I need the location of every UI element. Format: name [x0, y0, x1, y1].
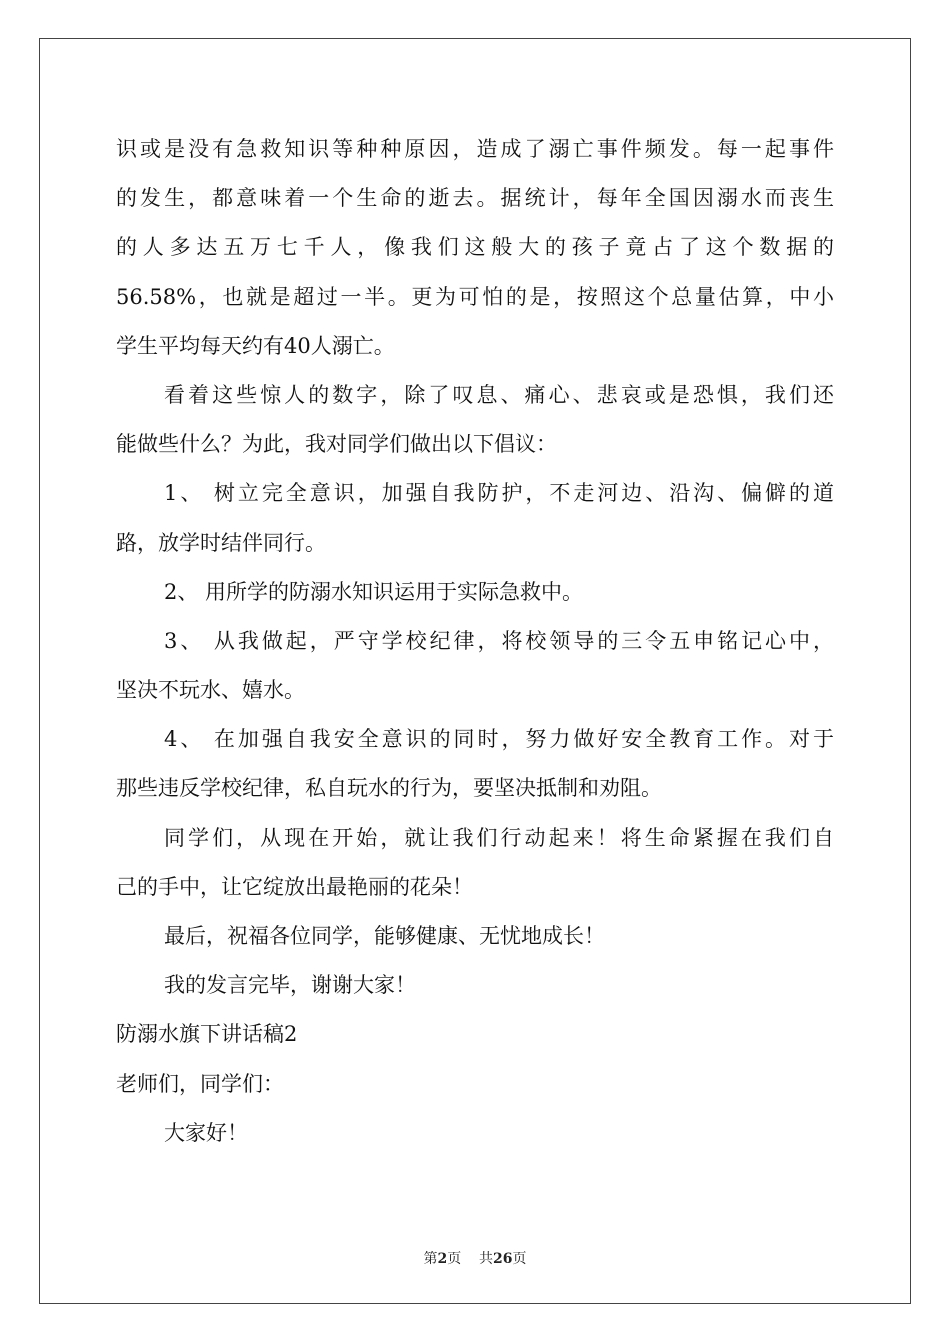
text-line: 1、 树立完全意识，加强自我防护，不走河边、沿沟、偏僻的道 [164, 481, 834, 506]
text-line: 大家好！ [164, 1120, 248, 1145]
text-line: 能做些什么？为此，我对同学们做出以下倡议： [116, 432, 557, 457]
text-line: 56.58%，也就是超过一半。更为可怕的是，按照这个总量估算，中小 [116, 284, 834, 309]
text-line: 识或是没有急救知识等种种原因，造成了溺亡事件频发。每一起事件 [116, 137, 834, 161]
footer-total-pages: 26 [493, 1251, 513, 1267]
footer-total-prefix: 共 [479, 1251, 494, 1267]
text-line: 坚决不玩水、嬉水。 [116, 678, 305, 703]
text-line: 防溺水旗下讲话稿2 [116, 1022, 298, 1047]
text-line: 同学们，从现在开始，就让我们行动起来！将生命紧握在我们自 [164, 825, 834, 850]
text-line: 2、 用所学的防溺水知识运用于实际急救中。 [164, 579, 584, 604]
text-line: 我的发言完毕，谢谢大家！ [164, 973, 416, 998]
text-line: 的人多达五万七千人，像我们这般大的孩子竟占了这个数据的 [116, 235, 834, 260]
text-line: 看着这些惊人的数字，除了叹息、痛心、悲哀或是恐惧，我们还 [164, 382, 834, 407]
page-footer [0, 1248, 950, 1268]
footer-page-prefix: 第 [423, 1251, 438, 1267]
text-line: 路，放学时结伴同行。 [116, 530, 326, 555]
document-body [116, 125, 834, 1158]
text-line: 3、 从我做起，严守学校纪律，将校领导的三令五申铭记心中， [164, 628, 834, 653]
text-line: 那些违反学校纪律，私自玩水的行为，要坚决抵制和劝阻。 [116, 776, 662, 801]
text-line: 4、 在加强自我安全意识的同时，努力做好安全教育工作。对于 [164, 727, 834, 752]
text-line: 最后，祝福各位同学，能够健康、无忧地成长！ [164, 924, 605, 948]
footer-total-suffix: 页 [512, 1251, 527, 1267]
footer-page-suffix: 页 [447, 1251, 462, 1267]
text-line: 老师们，同学们： [116, 1071, 284, 1096]
text-line: 的发生，都意味着一个生命的逝去。据统计，每年全国因溺水而丧生 [116, 186, 834, 211]
text-line: 己的手中，让它绽放出最艳丽的花朵！ [116, 874, 473, 899]
text-line: 学生平均每天约有40人溺亡。 [116, 333, 395, 358]
footer-page-number: 2 [437, 1251, 448, 1267]
